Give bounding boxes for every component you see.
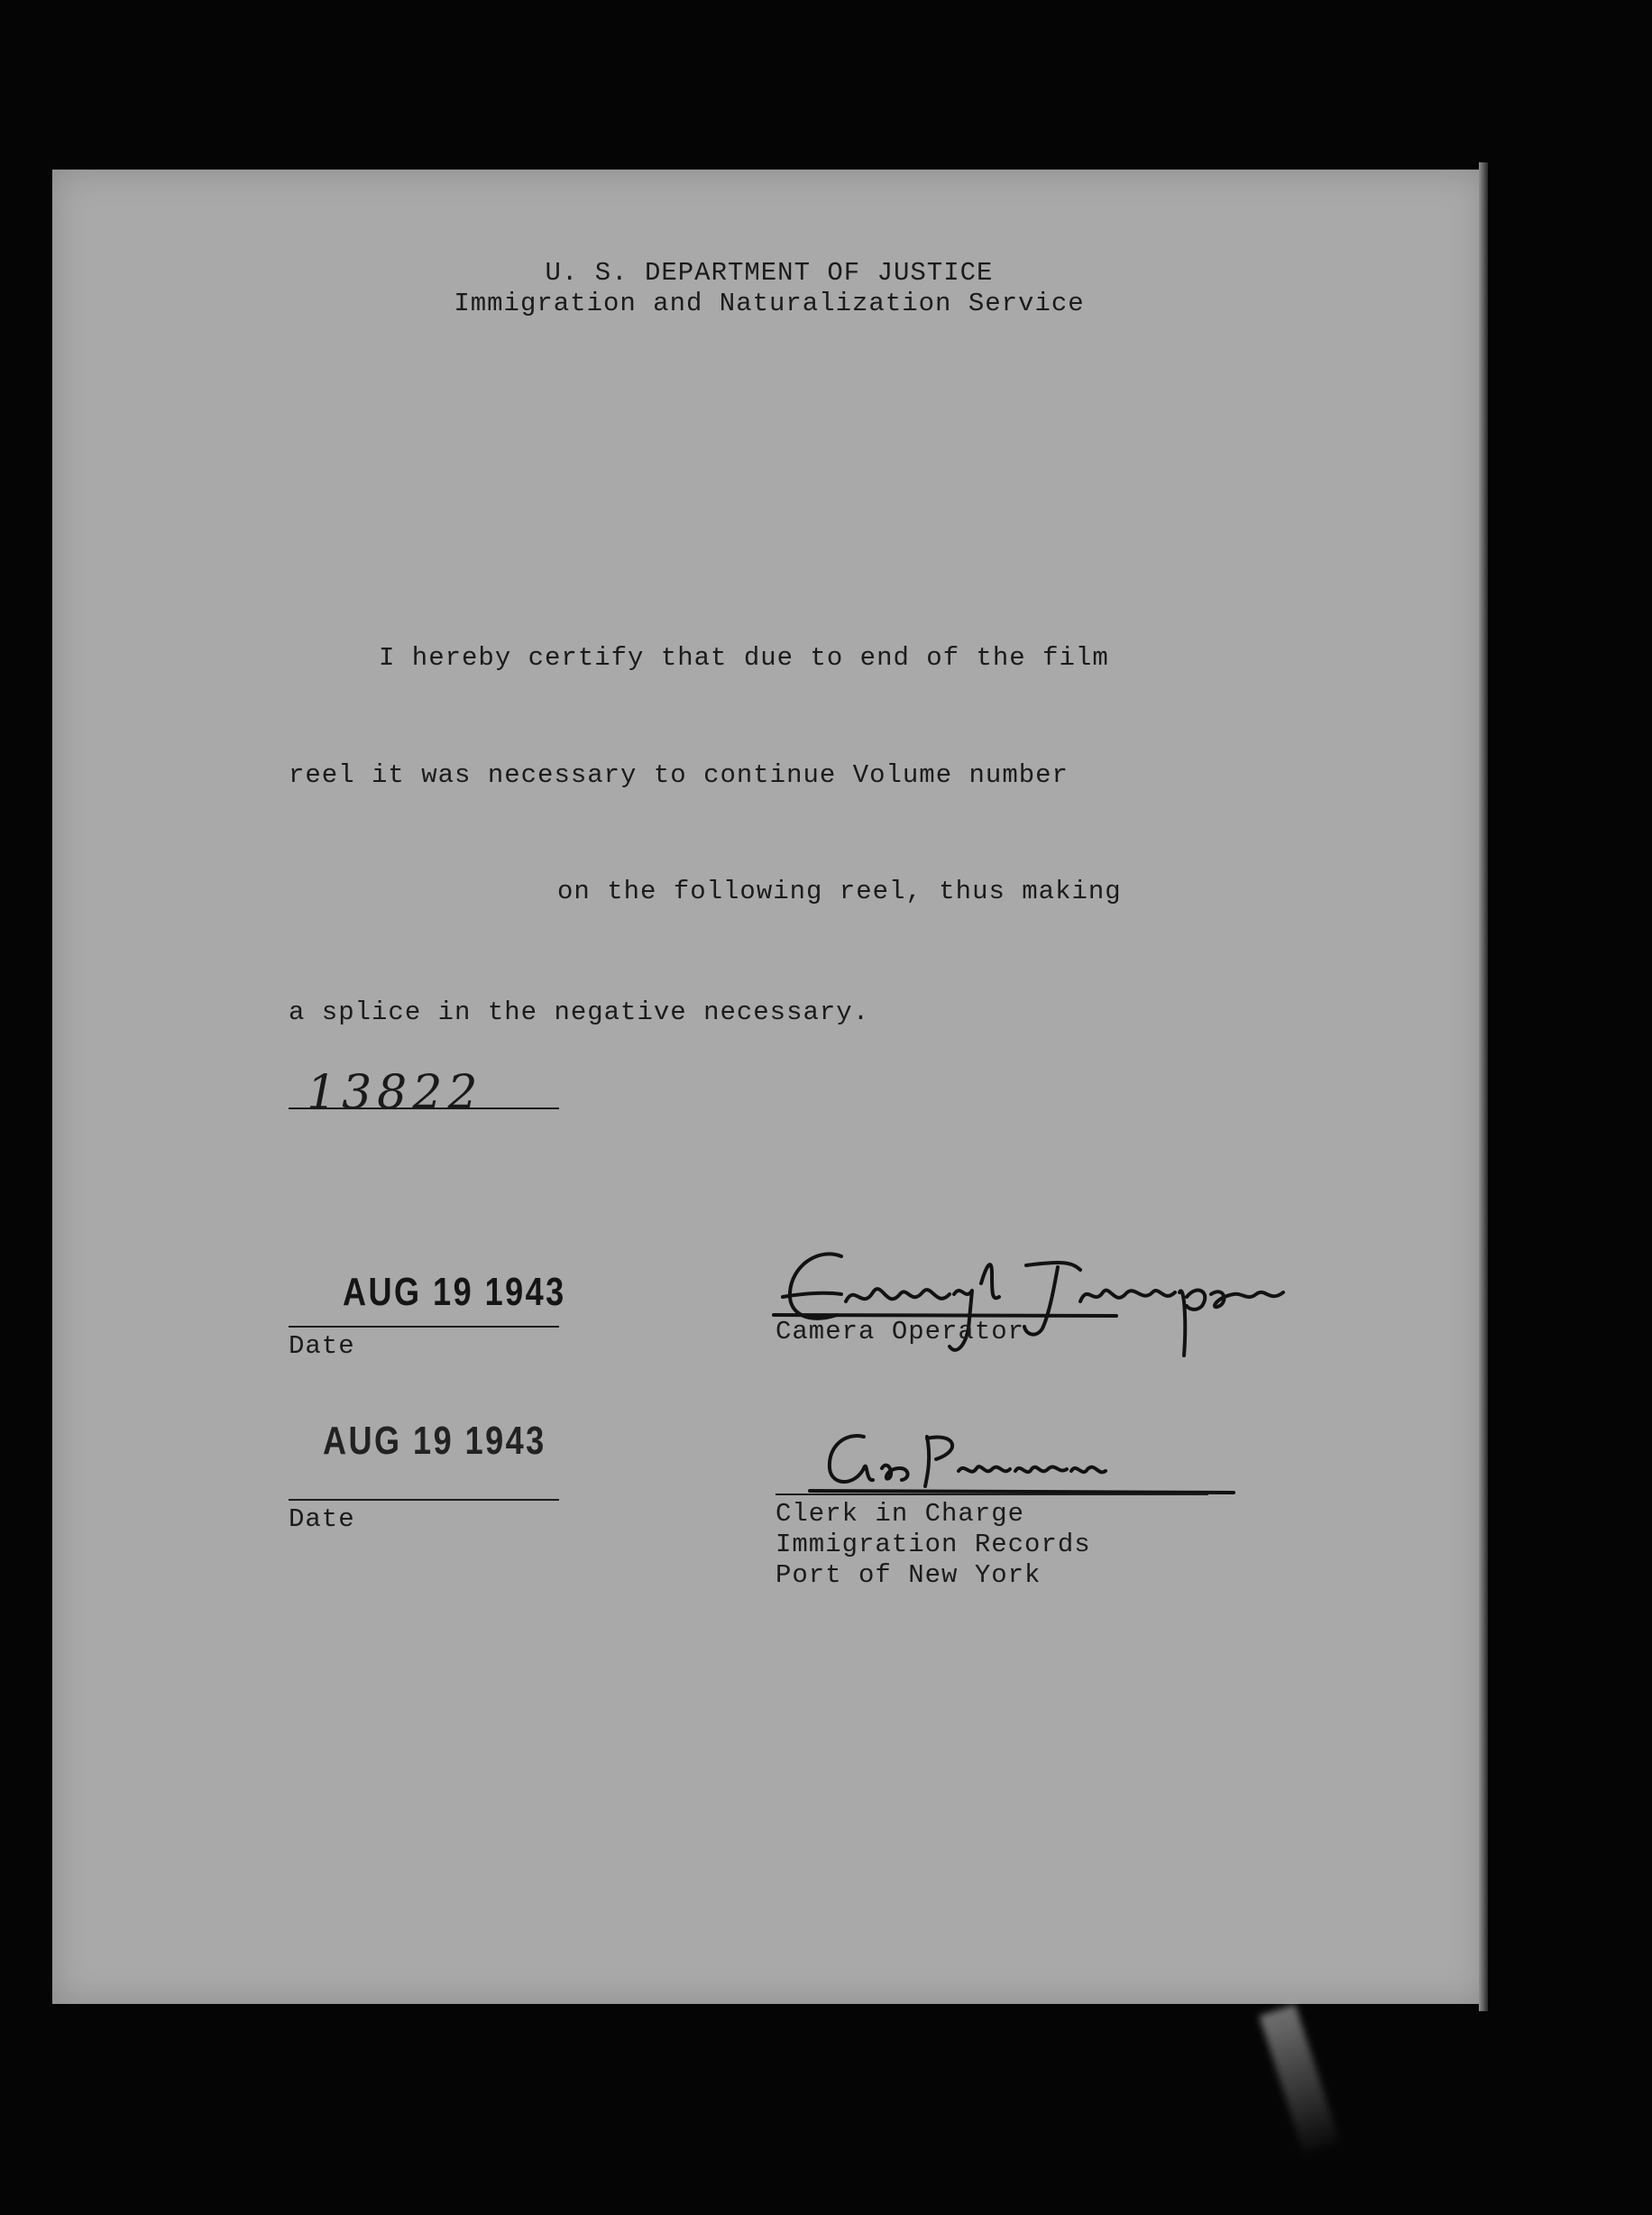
camera-operator-signature: [756, 1229, 1315, 1383]
document-sheet: [52, 170, 1486, 2004]
date-label-2: Date: [289, 1504, 355, 1534]
clerk-label-line-2: Immigration Records: [776, 1530, 1091, 1559]
clerk-label-line-3: Port of New York: [776, 1560, 1042, 1590]
date-label-1: Date: [289, 1331, 355, 1361]
clerk-label-line-1: Clerk in Charge: [776, 1499, 1025, 1529]
film-glare: [1259, 2004, 1339, 2153]
date-stamp-1: AUG 19 1943: [343, 1270, 566, 1314]
certify-line-2: reel it was necessary to continue Volume number: [289, 760, 1069, 790]
header-department: U. S. DEPARTMENT OF JUSTICE: [545, 258, 994, 288]
certify-line-4: a splice in the negative necessary.: [289, 997, 870, 1027]
volume-number-field: [289, 1066, 559, 1120]
date-underline-1: [289, 1326, 559, 1328]
header-service: Immigration and Naturalization Service: [454, 289, 1085, 318]
clerk-signature-line: [776, 1494, 1208, 1495]
certify-line-3: on the following reel, thus making: [557, 877, 1122, 906]
certify-line-1: I hereby certify that due to end of the film: [379, 643, 1109, 673]
sheet-edge-shadow: [1479, 162, 1488, 2011]
camera-operator-label: Camera Operator: [776, 1317, 1025, 1346]
volume-number-handwritten: 13822: [307, 1066, 483, 1120]
date-stamp-2: AUG 19 1943: [323, 1419, 546, 1463]
clerk-signature: [801, 1419, 1270, 1509]
date-underline-2: [289, 1499, 559, 1501]
